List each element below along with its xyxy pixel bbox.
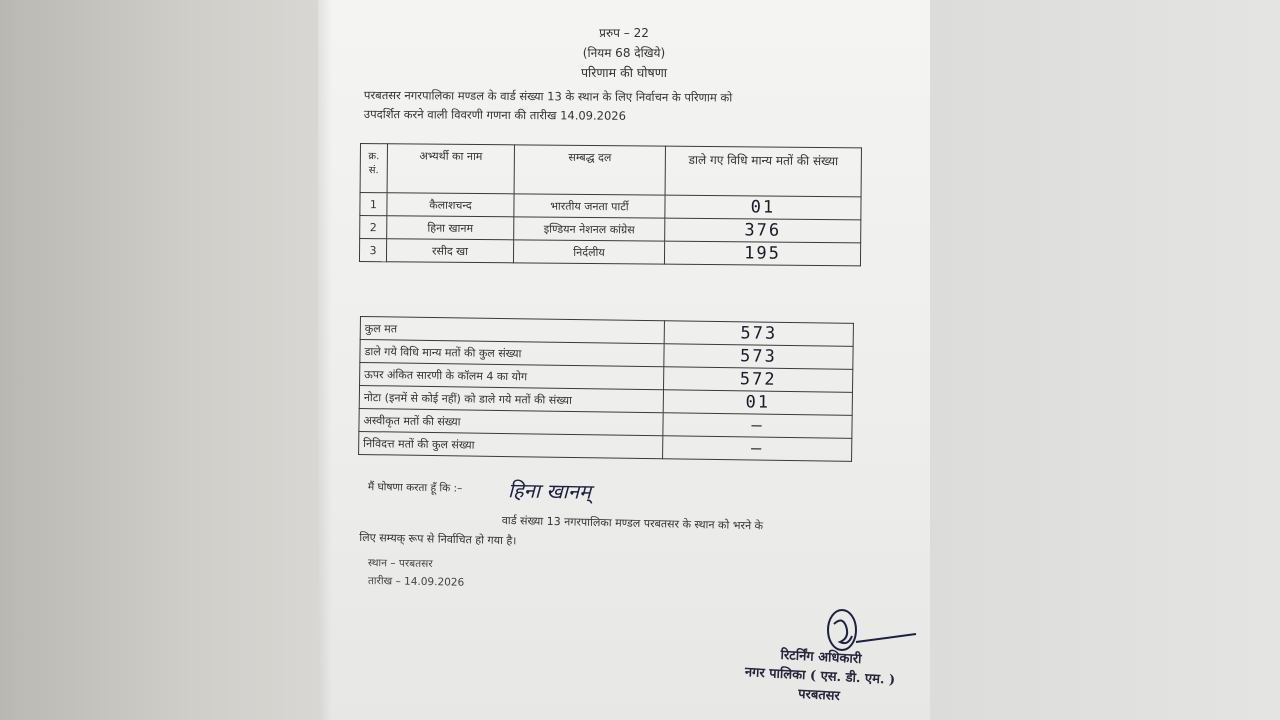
summary-value: 573	[664, 344, 853, 370]
row-party: भारतीय जनता पार्टी	[514, 194, 665, 218]
row-party: निर्दलीय	[513, 240, 664, 264]
paper-edge-shadow	[318, 0, 332, 720]
row-candidate-name: रसीद खा	[386, 239, 513, 263]
summary-value: 572	[663, 367, 852, 393]
summary-label: नोटा (इनमें से कोई नहीं) को डाले गये मतों की संख्या	[359, 386, 663, 413]
summary-label: निविदत्त मतों की कुल संख्या	[359, 431, 663, 458]
vote-summary-table	[358, 316, 854, 462]
stamp-line-1: रिटर्निंग अधिकारी	[780, 647, 862, 668]
row-serial: 2	[360, 216, 387, 239]
summary-value: 573	[664, 321, 853, 347]
summary-label: डाले गये विधि मान्य मतों की कुल संख्या	[360, 340, 664, 367]
row-votes: 01	[665, 195, 861, 220]
header-valid-votes: डाले गए विधि मान्य मतों की संख्या	[665, 146, 861, 197]
row-serial: 3	[359, 239, 386, 262]
background-right	[930, 0, 1280, 720]
header-candidate-name: अभ्यर्थी का नाम	[387, 144, 514, 194]
summary-label: कुल मत	[360, 317, 664, 344]
date-line: तारीख – 14.09.2026	[367, 574, 465, 589]
returning-officer-stamp	[729, 643, 912, 709]
row-votes: 195	[664, 241, 860, 266]
winner-name-handwritten: हिना खानम्	[507, 478, 592, 504]
document-title: परिणाम की घोषणा	[580, 65, 668, 80]
stamp-line-3: परबतसर	[797, 686, 841, 705]
header-party: सम्बद्ध दल	[514, 145, 665, 195]
row-votes: 376	[665, 218, 861, 243]
table-row	[359, 239, 860, 266]
rule-reference: (नियम 68 देखिये)	[582, 46, 666, 60]
summary-value: –	[663, 413, 852, 439]
ward-line-1: वार्ड संख्या 13 नगरपालिका मण्डल परबतसर के स्थान को भरने के	[501, 513, 764, 533]
stamp-line-2: नगर पालिका ( एस. डी. एम. )	[744, 665, 896, 688]
result-declaration-sheet	[318, 0, 930, 720]
intro-line-1: परबतसर नगरपालिका मण्डल के वार्ड संख्या 13 के स्थान के लिए निर्वाचन के परिणाम को	[363, 87, 733, 105]
row-candidate-name: कैलाशचन्द	[387, 193, 514, 217]
intro-paragraph	[364, 86, 864, 127]
background-left	[0, 0, 318, 720]
declaration-prefix: मैं घोषणा करता हूँ कि :–	[367, 480, 463, 495]
row-candidate-name: हिना खानम	[387, 216, 514, 240]
summary-label: अस्वीकृत मतों की संख्या	[359, 408, 663, 435]
ward-line-2: लिए सम्यक् रूप से निर्वाचित हो गया है।	[359, 530, 517, 548]
place-line: स्थान – परबतसर	[367, 556, 433, 571]
summary-value: 01	[663, 390, 852, 416]
header-serial: क्र. सं.	[360, 144, 387, 193]
candidates-table-header	[360, 144, 861, 197]
ward-declaration	[359, 508, 846, 558]
summary-value: –	[663, 436, 852, 462]
candidates-table	[359, 143, 862, 266]
summary-label: ऊपर अंकित सारणी के कॉलम 4 का योग	[360, 363, 664, 390]
intro-line-2: उपदर्शित करने वाली विवरणी गणना की तारीख 14.09.2026	[363, 106, 626, 123]
form-number: प्ररुप – 22	[599, 26, 649, 40]
row-serial: 1	[360, 193, 387, 216]
row-party: इण्डियन नेशनल कांग्रेस	[514, 217, 665, 241]
